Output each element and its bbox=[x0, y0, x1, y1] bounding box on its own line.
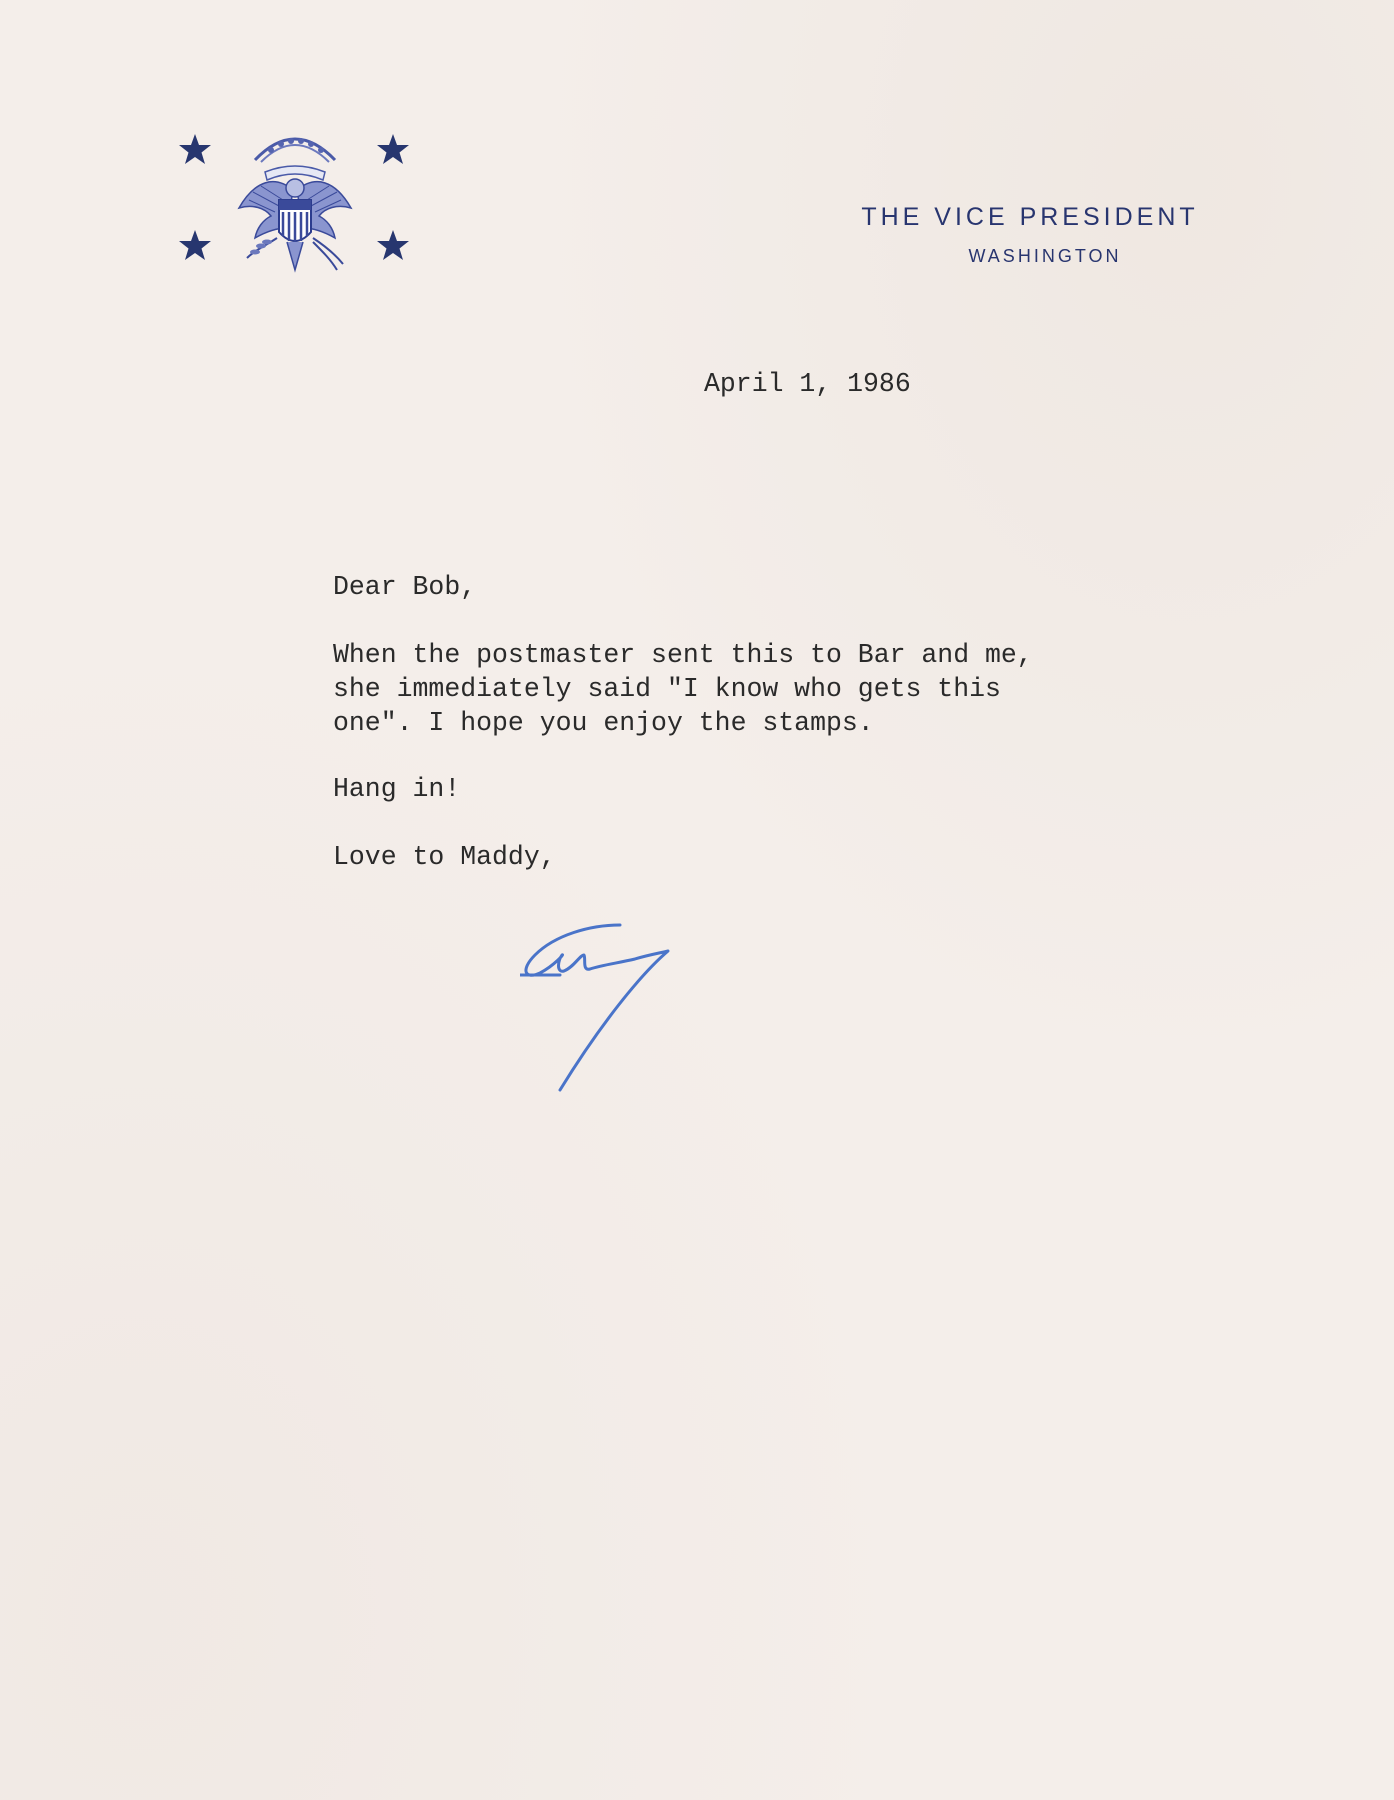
letter-body bbox=[333, 638, 1033, 740]
star-icon bbox=[178, 228, 212, 262]
signature-mark bbox=[520, 915, 700, 1105]
letter-closing-line: Hang in! bbox=[333, 774, 461, 804]
vice-presidential-seal-icon bbox=[225, 120, 365, 280]
letterhead-location: WASHINGTON bbox=[968, 246, 1122, 266]
letterhead bbox=[810, 200, 1250, 267]
letterhead-emblem bbox=[170, 120, 420, 290]
letterhead-title: THE VICE PRESIDENT bbox=[861, 203, 1199, 231]
body-line: When the postmaster sent this to Bar and me, bbox=[333, 640, 1033, 670]
star-icon bbox=[376, 132, 410, 166]
letter-date: April 1, 1986 bbox=[704, 369, 911, 399]
body-line: one". I hope you enjoy the stamps. bbox=[333, 708, 874, 738]
star-icon bbox=[376, 228, 410, 262]
letter-valediction: Love to Maddy, bbox=[333, 842, 556, 872]
letter-salutation: Dear Bob, bbox=[333, 572, 477, 602]
body-line: she immediately said "I know who gets this bbox=[333, 674, 1001, 704]
star-icon bbox=[178, 132, 212, 166]
